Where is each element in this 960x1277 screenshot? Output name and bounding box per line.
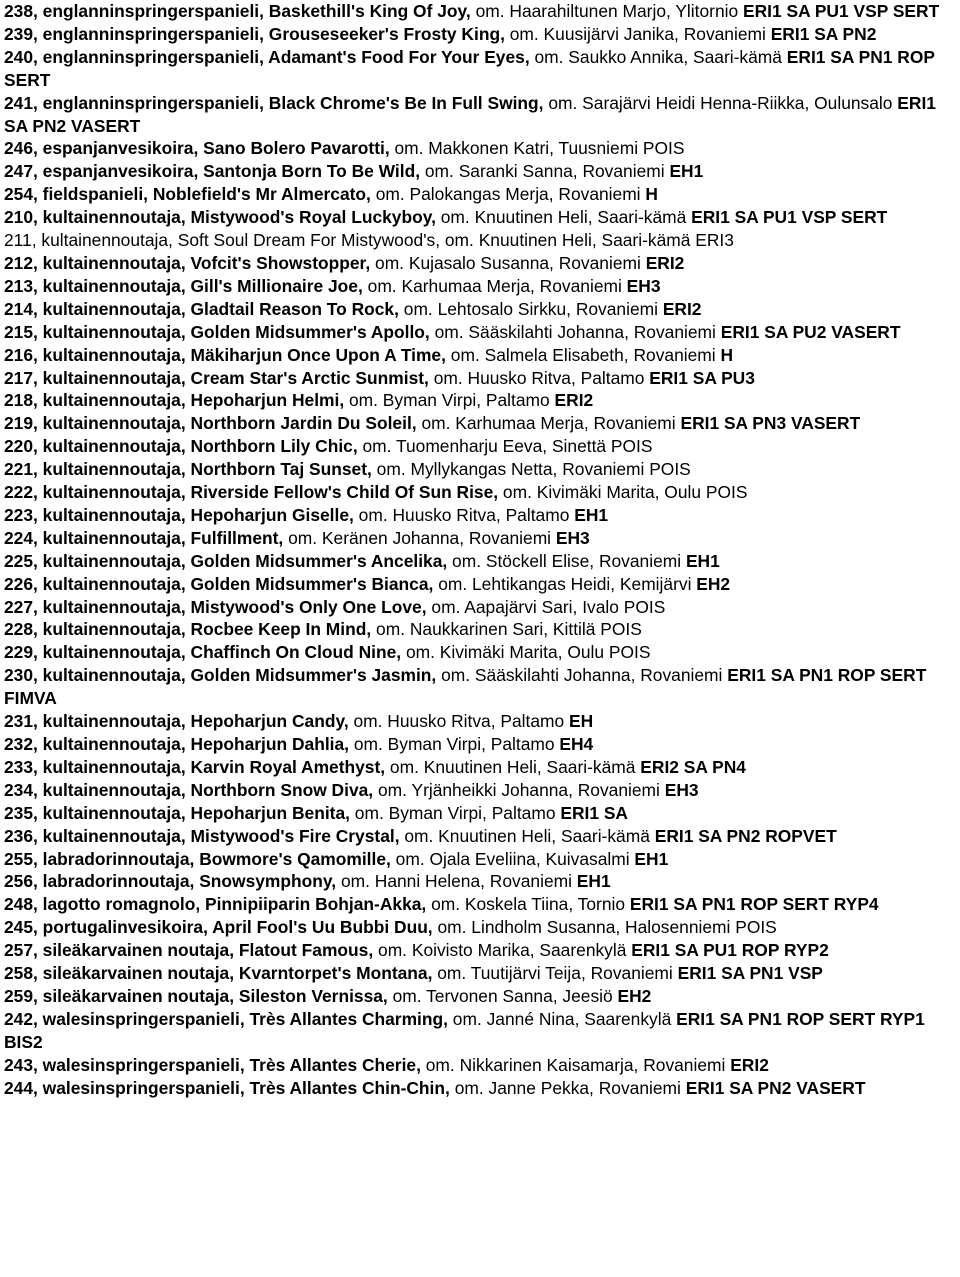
dog-heading: 217, kultainennoutaja, Cream Star's Arctic Sunmist, xyxy=(4,367,429,388)
result-entry xyxy=(4,962,954,985)
owner-text: om. Nikkarinen Kaisamarja, Rovaniemi xyxy=(420,1054,731,1075)
result-entry xyxy=(4,802,954,825)
result-entry xyxy=(4,1054,954,1077)
owner-text: om. Knuutinen Heli, Saari-kämä xyxy=(399,825,655,846)
result-text: EH1 xyxy=(634,848,669,869)
result-entry xyxy=(4,618,954,641)
result-text: ERI1 SA PN2 VASERT xyxy=(4,92,936,136)
owner-text: om. Kuusijärvi Janika, Rovaniemi xyxy=(504,23,771,44)
dog-heading: 245, portugalinvesikoira, April Fool's Uu Bubbi Duu, xyxy=(4,917,433,938)
dog-heading: 238, englanninspringerspanieli, Baskethill's King Of Joy, xyxy=(4,1,471,21)
result-text: ERI1 SA PN1 ROP SERT RYP4 xyxy=(629,894,879,915)
dog-heading: 243, walesinspringerspanieli, Très Allantes Cherie, xyxy=(4,1054,421,1075)
dog-heading: 215, kultainennoutaja, Golden Midsummer's Apollo, xyxy=(4,321,430,342)
result-entry xyxy=(4,870,954,893)
dog-heading: 239, englanninspringerspanieli, Grouseseeker's Frosty King, xyxy=(4,23,505,44)
result-entry xyxy=(4,1077,954,1100)
owner-text: om. Saukko Annika, Saari-kämä xyxy=(529,46,787,67)
result-text: EH1 xyxy=(574,504,609,525)
result-text: ERI1 SA PN1 ROP SERT FIMVA xyxy=(4,665,927,709)
dog-heading: 242, walesinspringerspanieli, Très Allantes Charming, xyxy=(4,1008,448,1029)
owner-text: om. Lehtosalo Sirkku, Rovaniemi xyxy=(398,298,663,319)
result-entry xyxy=(4,550,954,573)
owner-text: om. Haarahiltunen Marjo, Ylitornio xyxy=(470,1,743,21)
owner-text: om. Tervonen Sanna, Jeesiö xyxy=(387,985,618,1006)
owner-text: om. Ojala Eveliina, Kuivasalmi xyxy=(390,848,635,869)
owner-text: om. Huusko Ritva, Paltamo xyxy=(348,711,570,732)
dog-heading: 236, kultainennoutaja, Mistywood's Fire Crystal, xyxy=(4,825,400,846)
owner-text: om. Sääskilahti Johanna, Rovaniemi xyxy=(429,321,721,342)
owner-text: om. Karhumaa Merja, Rovaniemi xyxy=(416,413,681,434)
result-text: EH1 xyxy=(669,161,704,182)
owner-text: om. Naukkarinen Sari, Kittilä POIS xyxy=(371,619,642,640)
dog-heading: 259, sileäkarvainen noutaja, Sileston Vernissa, xyxy=(4,985,388,1006)
owner-text: om. Huusko Ritva, Paltamo xyxy=(353,504,575,525)
result-entry xyxy=(4,137,954,160)
result-entry xyxy=(4,848,954,871)
owner-text: om. Tuutijärvi Teija, Rovaniemi xyxy=(432,963,678,984)
owner-text: om. Palokangas Merja, Rovaniemi xyxy=(370,184,646,205)
dog-heading: 214, kultainennoutaja, Gladtail Reason To Rock, xyxy=(4,298,399,319)
result-text: EH3 xyxy=(664,779,699,800)
result-text: EH2 xyxy=(696,573,731,594)
result-entry xyxy=(4,412,954,435)
result-text: ERI1 SA PU1 VSP SERT xyxy=(691,207,888,228)
result-entry xyxy=(4,825,954,848)
dog-heading: 220, kultainennoutaja, Northborn Lily Chic, xyxy=(4,436,358,457)
result-text: EH2 xyxy=(617,985,652,1006)
result-entry xyxy=(4,367,954,390)
dog-heading: 226, kultainennoutaja, Golden Midsummer's Bianca, xyxy=(4,573,434,594)
dog-heading: 213, kultainennoutaja, Gill's Millionaire Joe, xyxy=(4,275,363,296)
result-text: ERI1 SA PN1 VSP xyxy=(677,963,823,984)
result-text: ERI1 SA PN1 ROP SERT RYP1 BIS2 xyxy=(4,1008,925,1052)
owner-text: om. Huusko Ritva, Paltamo xyxy=(428,367,650,388)
result-text: ERI2 xyxy=(662,298,702,319)
owner-text: om. Makkonen Katri, Tuusniemi POIS xyxy=(389,138,685,159)
owner-text: om. Tuomenharju Eeva, Sinettä POIS xyxy=(357,436,653,457)
dog-heading: 231, kultainennoutaja, Hepoharjun Candy, xyxy=(4,711,349,732)
dog-heading: 227, kultainennoutaja, Mistywood's Only One Love, xyxy=(4,596,427,617)
result-text: ERI1 SA PN2 xyxy=(770,23,877,44)
result-entry xyxy=(4,160,954,183)
result-entry xyxy=(4,458,954,481)
owner-text: 211, kultainennoutaja, Soft Soul Dream For Mistywood's, om. Knuutinen Heli, Saari-kämä ERI3 xyxy=(4,230,734,251)
result-entry xyxy=(4,23,954,46)
result-entry xyxy=(4,275,954,298)
result-text: EH3 xyxy=(626,275,661,296)
result-entry xyxy=(4,504,954,527)
result-entry xyxy=(4,298,954,321)
result-entry xyxy=(4,916,954,939)
dog-heading: 228, kultainennoutaja, Rocbee Keep In Mind, xyxy=(4,619,372,640)
dog-heading: 218, kultainennoutaja, Hepoharjun Helmi, xyxy=(4,390,345,411)
result-entry xyxy=(4,985,954,1008)
owner-text: om. Knuutinen Heli, Saari-kämä xyxy=(435,207,692,228)
dog-heading: 240, englanninspringerspanieli, Adamant's Food For Your Eyes, xyxy=(4,46,530,67)
result-entry xyxy=(4,893,954,916)
dog-heading: 254, fieldspanieli, Noblefield's Mr Almercato, xyxy=(4,184,371,205)
dog-heading: 256, labradorinnoutaja, Snowsymphony, xyxy=(4,871,337,892)
result-text: ERI1 SA PU3 xyxy=(649,367,755,388)
owner-text: om. Janne Pekka, Rovaniemi xyxy=(449,1077,686,1098)
owner-text: om. Kujasalo Susanna, Rovaniemi xyxy=(370,252,646,273)
owner-text: om. Aapajärvi Sari, Ivalo POIS xyxy=(426,596,666,617)
result-text: EH1 xyxy=(576,871,611,892)
result-entry xyxy=(4,183,954,206)
result-text: ERI1 SA PU1 ROP RYP2 xyxy=(631,940,829,961)
owner-text: om. Myllykangas Netta, Rovaniemi POIS xyxy=(371,459,691,480)
result-text: ERI1 SA PN1 ROP SERT xyxy=(4,46,935,90)
owner-text: om. Lindholm Susanna, Halosenniemi POIS xyxy=(432,917,777,938)
result-text: ERI1 SA xyxy=(560,802,628,823)
result-entry xyxy=(4,46,954,92)
result-text: H xyxy=(720,344,734,365)
result-text: ERI2 xyxy=(730,1054,769,1075)
result-text: ERI2 xyxy=(645,252,685,273)
result-entry xyxy=(4,0,954,23)
owner-text: om. Sääskilahti Johanna, Rovaniemi xyxy=(436,665,728,686)
dog-heading: 257, sileäkarvainen noutaja, Flatout Famous, xyxy=(4,940,374,961)
result-entry xyxy=(4,1008,954,1054)
dog-heading: 223, kultainennoutaja, Hepoharjun Giselle, xyxy=(4,504,354,525)
owner-text: om. Kivimäki Marita, Oulu POIS xyxy=(401,642,651,663)
result-text: EH3 xyxy=(555,527,590,548)
result-entry xyxy=(4,92,954,138)
dog-heading: 210, kultainennoutaja, Mistywood's Royal Luckyboy, xyxy=(4,207,436,228)
dog-heading: 230, kultainennoutaja, Golden Midsummer's Jasmin, xyxy=(4,665,437,686)
dog-heading: 233, kultainennoutaja, Karvin Royal Amethyst, xyxy=(4,756,386,777)
result-entry xyxy=(4,389,954,412)
dog-heading: 219, kultainennoutaja, Northborn Jardin Du Soleil, xyxy=(4,413,417,434)
owner-text: om. Sarajärvi Heidi Henna-Riikka, Oulunsalo xyxy=(543,92,898,113)
dog-heading: 221, kultainennoutaja, Northborn Taj Sunset, xyxy=(4,459,372,480)
owner-text: om. Yrjänheikki Johanna, Rovaniemi xyxy=(373,779,665,800)
result-entry xyxy=(4,229,954,252)
owner-text: om. Byman Virpi, Paltamo xyxy=(349,802,561,823)
result-text: ERI1 SA PN2 VASERT xyxy=(685,1077,866,1098)
result-entry xyxy=(4,664,954,710)
result-text: ERI2 xyxy=(554,390,594,411)
owner-text: om. Salmela Elisabeth, Rovaniemi xyxy=(445,344,721,365)
dog-heading: 216, kultainennoutaja, Mäkiharjun Once Upon A Time, xyxy=(4,344,446,365)
dog-heading: 244, walesinspringerspanieli, Très Allantes Chin-Chin, xyxy=(4,1077,450,1098)
result-text: ERI1 SA PU2 VASERT xyxy=(720,321,901,342)
result-entry xyxy=(4,344,954,367)
owner-text: om. Byman Virpi, Paltamo xyxy=(344,390,555,411)
owner-text: om. Karhumaa Merja, Rovaniemi xyxy=(362,275,627,296)
result-text: ERI1 SA PN2 ROPVET xyxy=(654,825,837,846)
result-entry xyxy=(4,710,954,733)
owner-text: om. Hanni Helena, Rovaniemi xyxy=(336,871,577,892)
result-text: EH xyxy=(569,711,594,732)
owner-text: om. Janné Nina, Saarenkylä xyxy=(447,1008,677,1029)
owner-text: om. Byman Virpi, Paltamo xyxy=(349,734,560,754)
result-entry xyxy=(4,481,954,504)
dog-heading: 229, kultainennoutaja, Chaffinch On Cloud Nine, xyxy=(4,642,402,663)
result-entry xyxy=(4,252,954,275)
owner-text: om. Stöckell Elise, Rovaniemi xyxy=(447,550,686,571)
owner-text: om. Keränen Johanna, Rovaniemi xyxy=(283,527,556,548)
result-entry xyxy=(4,573,954,596)
owner-text: om. Koivisto Marika, Saarenkylä xyxy=(373,940,632,961)
owner-text: om. Knuutinen Heli, Saari-kämä xyxy=(385,756,641,777)
dog-heading: 235, kultainennoutaja, Hepoharjun Benita, xyxy=(4,802,350,823)
owner-text: om. Saranki Sanna, Rovaniemi xyxy=(420,161,670,182)
dog-heading: 247, espanjanvesikoira, Santonja Born To Be Wild, xyxy=(4,161,421,182)
result-entry xyxy=(4,733,954,756)
dog-heading: 255, labradorinnoutaja, Bowmore's Qamomille, xyxy=(4,848,391,869)
result-entry xyxy=(4,779,954,802)
result-text: ERI2 SA PN4 xyxy=(640,756,746,777)
result-entry xyxy=(4,756,954,779)
dog-heading: 232, kultainennoutaja, Hepoharjun Dahlia, xyxy=(4,734,349,754)
dog-heading: 225, kultainennoutaja, Golden Midsummer's Ancelika, xyxy=(4,550,448,571)
owner-text: om. Koskela Tiina, Tornio xyxy=(426,894,630,915)
result-text: H xyxy=(645,184,658,205)
result-entry xyxy=(4,321,954,344)
result-entry xyxy=(4,435,954,458)
result-text: ERI1 SA PN3 VASERT xyxy=(680,413,861,434)
dog-heading: 212, kultainennoutaja, Vofcit's Showstopper, xyxy=(4,252,371,273)
dog-heading: 248, lagotto romagnolo, Pinnipiiparin Bohjan-Akka, xyxy=(4,894,427,915)
dog-heading: 241, englanninspringerspanieli, Black Chrome's Be In Full Swing, xyxy=(4,92,544,113)
dog-heading: 246, espanjanvesikoira, Sano Bolero Pavarotti, xyxy=(4,138,390,159)
owner-text: om. Lehtikangas Heidi, Kemijärvi xyxy=(433,573,697,594)
dog-heading: 224, kultainennoutaja, Fulfillment, xyxy=(4,527,284,548)
result-entry xyxy=(4,641,954,664)
dog-heading: 222, kultainennoutaja, Riverside Fellow's Child Of Sun Rise, xyxy=(4,482,499,503)
result-entry xyxy=(4,596,954,619)
result-entry xyxy=(4,527,954,550)
result-entry xyxy=(4,939,954,962)
result-text: ERI1 SA PU1 VSP SERT xyxy=(743,1,940,21)
result-text: EH4 xyxy=(559,734,594,754)
dog-heading: 234, kultainennoutaja, Northborn Snow Diva, xyxy=(4,779,374,800)
result-entry xyxy=(4,206,954,229)
result-text: EH1 xyxy=(685,550,720,571)
owner-text: om. Kivimäki Marita, Oulu POIS xyxy=(498,482,748,503)
dog-heading: 258, sileäkarvainen noutaja, Kvarntorpet's Montana, xyxy=(4,963,433,984)
